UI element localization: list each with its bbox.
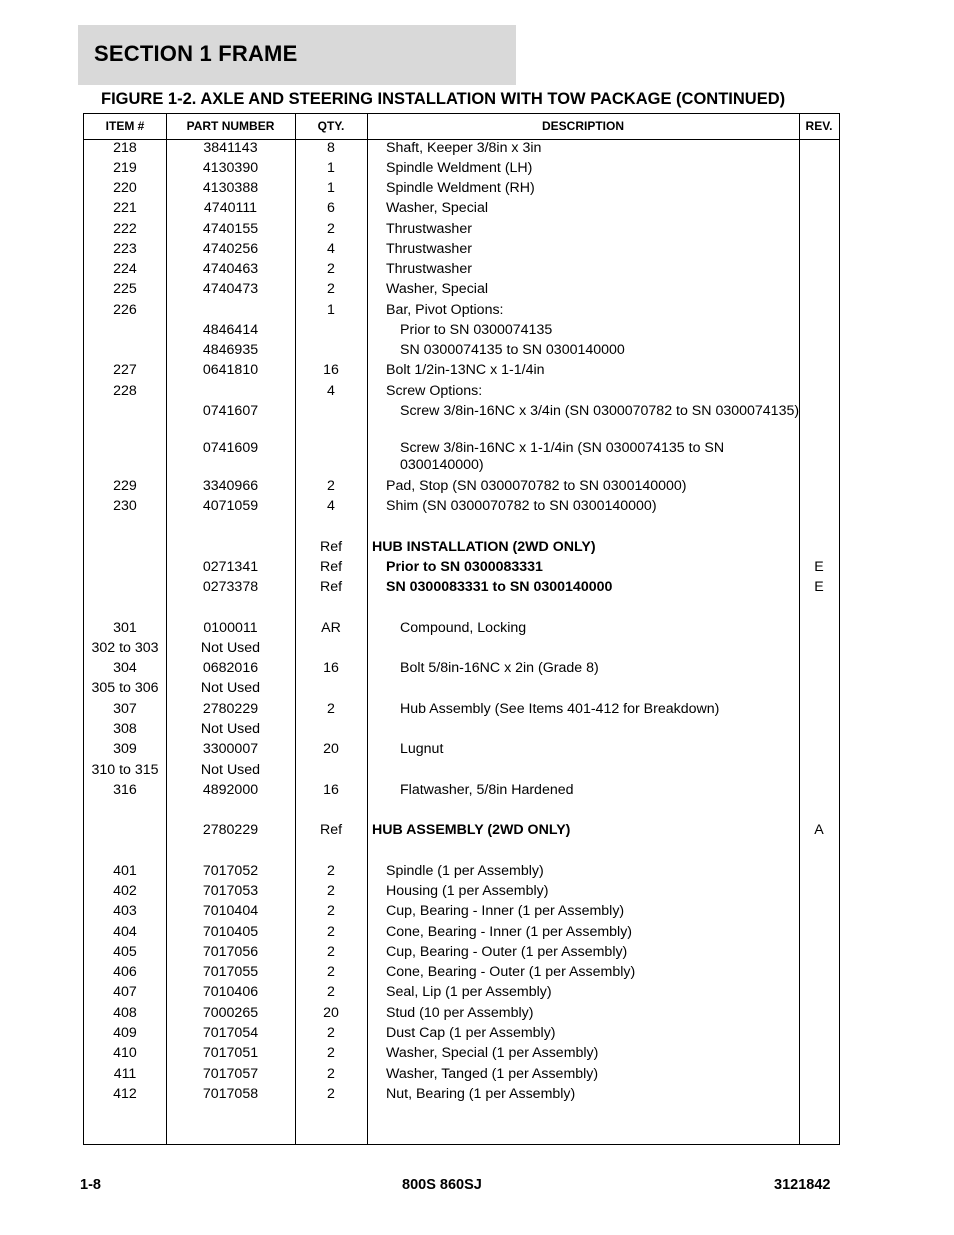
part-number-cell: 7017051 bbox=[202, 1045, 259, 1061]
item-number-cell: 411 bbox=[113, 1066, 137, 1082]
item-number-cell: 222 bbox=[113, 221, 137, 237]
item-number-cell: 219 bbox=[113, 160, 137, 176]
qty-cell: 16 bbox=[323, 660, 339, 676]
description-cell: Compound, Locking bbox=[400, 620, 527, 636]
part-number-cell: 4740256 bbox=[202, 241, 259, 257]
qty-cell: 2 bbox=[327, 883, 335, 899]
qty-cell: Ref bbox=[319, 822, 343, 838]
part-number-cell: Not Used bbox=[200, 762, 261, 778]
item-number-cell: 310 to 315 bbox=[91, 762, 159, 778]
qty-cell: 2 bbox=[327, 221, 335, 237]
description-cell: Screw Options: bbox=[386, 383, 483, 399]
part-number-cell: 0271341 bbox=[202, 559, 259, 575]
footer-doc-number: 3121842 bbox=[774, 1177, 831, 1193]
description-cell: Cone, Bearing - Outer (1 per Assembly) bbox=[386, 964, 636, 980]
qty-cell: 2 bbox=[327, 1045, 335, 1061]
qty-cell: Ref bbox=[319, 559, 343, 575]
item-number-cell: 229 bbox=[113, 478, 137, 494]
item-number-cell: 304 bbox=[113, 660, 137, 676]
qty-cell: 2 bbox=[327, 964, 335, 980]
item-number-cell: 308 bbox=[113, 721, 137, 737]
description-cell: Hub Assembly (See Items 401-412 for Breakdown) bbox=[400, 701, 720, 717]
rev-cell: E bbox=[814, 559, 824, 575]
part-number-cell: 4846414 bbox=[202, 322, 259, 338]
part-number-cell: 4740463 bbox=[202, 261, 259, 277]
part-number-cell: 2780229 bbox=[202, 701, 259, 717]
qty-cell: 2 bbox=[327, 863, 335, 879]
qty-cell: 20 bbox=[323, 1005, 339, 1021]
description-cell: Flatwasher, 5/8in Hardened bbox=[400, 782, 574, 798]
part-number-cell: 0682016 bbox=[202, 660, 259, 676]
part-number-cell: 7017055 bbox=[202, 964, 259, 980]
description-cell: Bolt 1/2in-13NC x 1-1/4in bbox=[386, 362, 545, 378]
footer-page-number: 1-8 bbox=[80, 1177, 101, 1193]
description-cell: Seal, Lip (1 per Assembly) bbox=[386, 984, 552, 1000]
part-number-cell: 0641810 bbox=[202, 362, 259, 378]
description-cell: Washer, Tanged (1 per Assembly) bbox=[386, 1066, 599, 1082]
footer-model: 800S 860SJ bbox=[402, 1177, 482, 1193]
item-number-cell: 220 bbox=[113, 180, 137, 196]
description-cell: HUB INSTALLATION (2WD ONLY) bbox=[372, 539, 596, 555]
description-cell: Stud (10 per Assembly) bbox=[386, 1005, 534, 1021]
item-number-cell: 405 bbox=[113, 944, 137, 960]
item-number-cell: 224 bbox=[113, 261, 137, 277]
description-cell: Screw 3/8in-16NC x 3/4in (SN 0300070782 to SN 0300074135) bbox=[400, 403, 800, 419]
qty-cell: 2 bbox=[327, 944, 335, 960]
header-description: DESCRIPTION bbox=[541, 119, 624, 133]
qty-cell: 16 bbox=[323, 362, 339, 378]
figure-title: FIGURE 1-2. AXLE AND STEERING INSTALLATION WITH TOW PACKAGE (CONTINUED) bbox=[101, 90, 786, 108]
description-cell: Nut, Bearing (1 per Assembly) bbox=[386, 1086, 576, 1102]
part-number-cell: 7010404 bbox=[202, 903, 259, 919]
item-number-cell: 225 bbox=[113, 281, 137, 297]
description-cell: Spindle (1 per Assembly) bbox=[386, 863, 544, 879]
column-divider bbox=[367, 114, 368, 1144]
item-number-cell: 412 bbox=[113, 1086, 137, 1102]
qty-cell: 2 bbox=[327, 903, 335, 919]
description-cell: Thrustwasher bbox=[386, 221, 472, 237]
qty-cell: 4 bbox=[327, 383, 335, 399]
part-number-cell: Not Used bbox=[200, 721, 261, 737]
description-cell: SN 0300083331 to SN 0300140000 bbox=[386, 579, 613, 595]
item-number-cell: 230 bbox=[113, 498, 137, 514]
item-number-cell: 221 bbox=[113, 200, 137, 216]
qty-cell: 4 bbox=[327, 498, 335, 514]
description-cell: Shim (SN 0300070782 to SN 0300140000) bbox=[386, 498, 657, 514]
part-number-cell: 0741609 bbox=[202, 440, 259, 456]
part-number-cell: 7000265 bbox=[202, 1005, 259, 1021]
item-number-cell: 228 bbox=[113, 383, 137, 399]
item-number-cell: 218 bbox=[113, 140, 137, 156]
description-cell: Cup, Bearing - Inner (1 per Assembly) bbox=[386, 903, 625, 919]
item-number-cell: 401 bbox=[113, 863, 137, 879]
description-cell: Bolt 5/8in-16NC x 2in (Grade 8) bbox=[400, 660, 599, 676]
description-cell: Washer, Special (1 per Assembly) bbox=[386, 1045, 599, 1061]
item-number-cell: 301 bbox=[113, 620, 137, 636]
part-number-cell: 7017053 bbox=[202, 883, 259, 899]
qty-cell: 2 bbox=[327, 1066, 335, 1082]
description-cell: Prior to SN 0300083331 bbox=[386, 559, 543, 575]
qty-cell: 1 bbox=[327, 180, 335, 196]
item-number-cell: 408 bbox=[113, 1005, 137, 1021]
item-number-cell: 406 bbox=[113, 964, 137, 980]
item-number-cell: 410 bbox=[113, 1045, 137, 1061]
part-number-cell: 4846935 bbox=[202, 342, 259, 358]
part-number-cell: 3841143 bbox=[203, 140, 258, 156]
part-number-cell: 3340966 bbox=[202, 478, 259, 494]
description-cell: Lugnut bbox=[400, 741, 444, 757]
item-number-cell: 407 bbox=[113, 984, 137, 1000]
item-number-cell: 226 bbox=[113, 302, 137, 318]
part-number-cell: 0273378 bbox=[202, 579, 259, 595]
part-number-cell: Not Used bbox=[200, 680, 261, 696]
part-number-cell: 0741607 bbox=[202, 403, 259, 419]
description-cell: Washer, Special bbox=[386, 200, 488, 216]
part-number-cell: 7010406 bbox=[202, 984, 259, 1000]
qty-cell: 2 bbox=[327, 261, 335, 277]
qty-cell: 4 bbox=[327, 241, 335, 257]
description-cell: Prior to SN 0300074135 bbox=[400, 322, 553, 338]
description-cell: Bar, Pivot Options: bbox=[386, 302, 504, 318]
header-qty: QTY. bbox=[317, 119, 345, 133]
description-cell: HUB ASSEMBLY (2WD ONLY) bbox=[372, 822, 571, 838]
header-rev: REV. bbox=[805, 119, 833, 133]
qty-cell: 2 bbox=[327, 701, 335, 717]
description-cell: Cone, Bearing - Inner (1 per Assembly) bbox=[386, 924, 633, 940]
part-number-cell: 4740111 bbox=[203, 200, 258, 216]
item-number-cell: 227 bbox=[113, 362, 137, 378]
description-cell: Housing (1 per Assembly) bbox=[386, 883, 549, 899]
rev-cell: E bbox=[814, 579, 824, 595]
item-number-cell: 305 to 306 bbox=[91, 680, 159, 696]
part-number-cell: 7017052 bbox=[202, 863, 259, 879]
part-number-cell: 4130390 bbox=[202, 160, 259, 176]
part-number-cell: 2780229 bbox=[202, 822, 259, 838]
description-cell: Washer, Special bbox=[386, 281, 488, 297]
description-cell: Screw 3/8in-16NC x 1-1/4in (SN 0300074135 to SN 0300140000) bbox=[400, 440, 725, 473]
item-number-cell: 307 bbox=[113, 701, 137, 717]
qty-cell: AR bbox=[321, 620, 341, 636]
part-number-cell: 7017056 bbox=[202, 944, 259, 960]
qty-cell: Ref bbox=[319, 579, 343, 595]
header-item: ITEM # bbox=[105, 119, 145, 133]
part-number-cell: 7010405 bbox=[202, 924, 259, 940]
part-number-cell: 4071059 bbox=[202, 498, 259, 514]
parts-table bbox=[83, 113, 840, 1145]
part-number-cell: 3300007 bbox=[202, 741, 259, 757]
part-number-cell: 4130388 bbox=[202, 180, 259, 196]
qty-cell: 6 bbox=[327, 200, 335, 216]
item-number-cell: 309 bbox=[113, 741, 137, 757]
description-cell: Spindle Weldment (RH) bbox=[386, 180, 535, 196]
qty-cell: 20 bbox=[323, 741, 339, 757]
rev-cell: A bbox=[814, 822, 824, 838]
qty-cell: 2 bbox=[327, 1025, 335, 1041]
description-cell: SN 0300074135 to SN 0300140000 bbox=[400, 342, 625, 358]
qty-cell: 2 bbox=[327, 281, 335, 297]
item-number-cell: 403 bbox=[113, 903, 137, 919]
description-cell: Shaft, Keeper 3/8in x 3in bbox=[386, 140, 542, 156]
item-number-cell: 223 bbox=[113, 241, 137, 257]
qty-cell: 2 bbox=[327, 924, 335, 940]
qty-cell: 1 bbox=[327, 160, 335, 176]
qty-cell: 16 bbox=[323, 782, 339, 798]
item-number-cell: 316 bbox=[113, 782, 137, 798]
qty-cell: 2 bbox=[327, 1086, 335, 1102]
part-number-cell: 7017057 bbox=[202, 1066, 259, 1082]
description-cell: Pad, Stop (SN 0300070782 to SN 0300140000) bbox=[386, 478, 687, 494]
part-number-cell: 4740155 bbox=[202, 221, 259, 237]
description-cell: Thrustwasher bbox=[386, 261, 472, 277]
item-number-cell: 302 to 303 bbox=[91, 640, 159, 656]
part-number-cell: 7017054 bbox=[202, 1025, 259, 1041]
qty-cell: 2 bbox=[327, 984, 335, 1000]
qty-cell: Ref bbox=[319, 539, 343, 555]
item-number-cell: 409 bbox=[113, 1025, 137, 1041]
description-cell: Dust Cap (1 per Assembly) bbox=[386, 1025, 556, 1041]
part-number-cell: 7017058 bbox=[202, 1086, 259, 1102]
description-cell: Spindle Weldment (LH) bbox=[386, 160, 533, 176]
item-number-cell: 402 bbox=[113, 883, 137, 899]
part-number-cell: 0100011 bbox=[203, 620, 258, 636]
qty-cell: 1 bbox=[327, 302, 335, 318]
part-number-cell: 4892000 bbox=[202, 782, 259, 798]
description-cell: Thrustwasher bbox=[386, 241, 472, 257]
section-title: SECTION 1 FRAME bbox=[94, 41, 298, 66]
description-cell: Cup, Bearing - Outer (1 per Assembly) bbox=[386, 944, 628, 960]
qty-cell: 8 bbox=[327, 140, 335, 156]
header-part-number: PART NUMBER bbox=[186, 119, 275, 133]
item-number-cell: 404 bbox=[113, 924, 137, 940]
part-number-cell: 4740473 bbox=[202, 281, 259, 297]
qty-cell: 2 bbox=[327, 478, 335, 494]
part-number-cell: Not Used bbox=[200, 640, 261, 656]
